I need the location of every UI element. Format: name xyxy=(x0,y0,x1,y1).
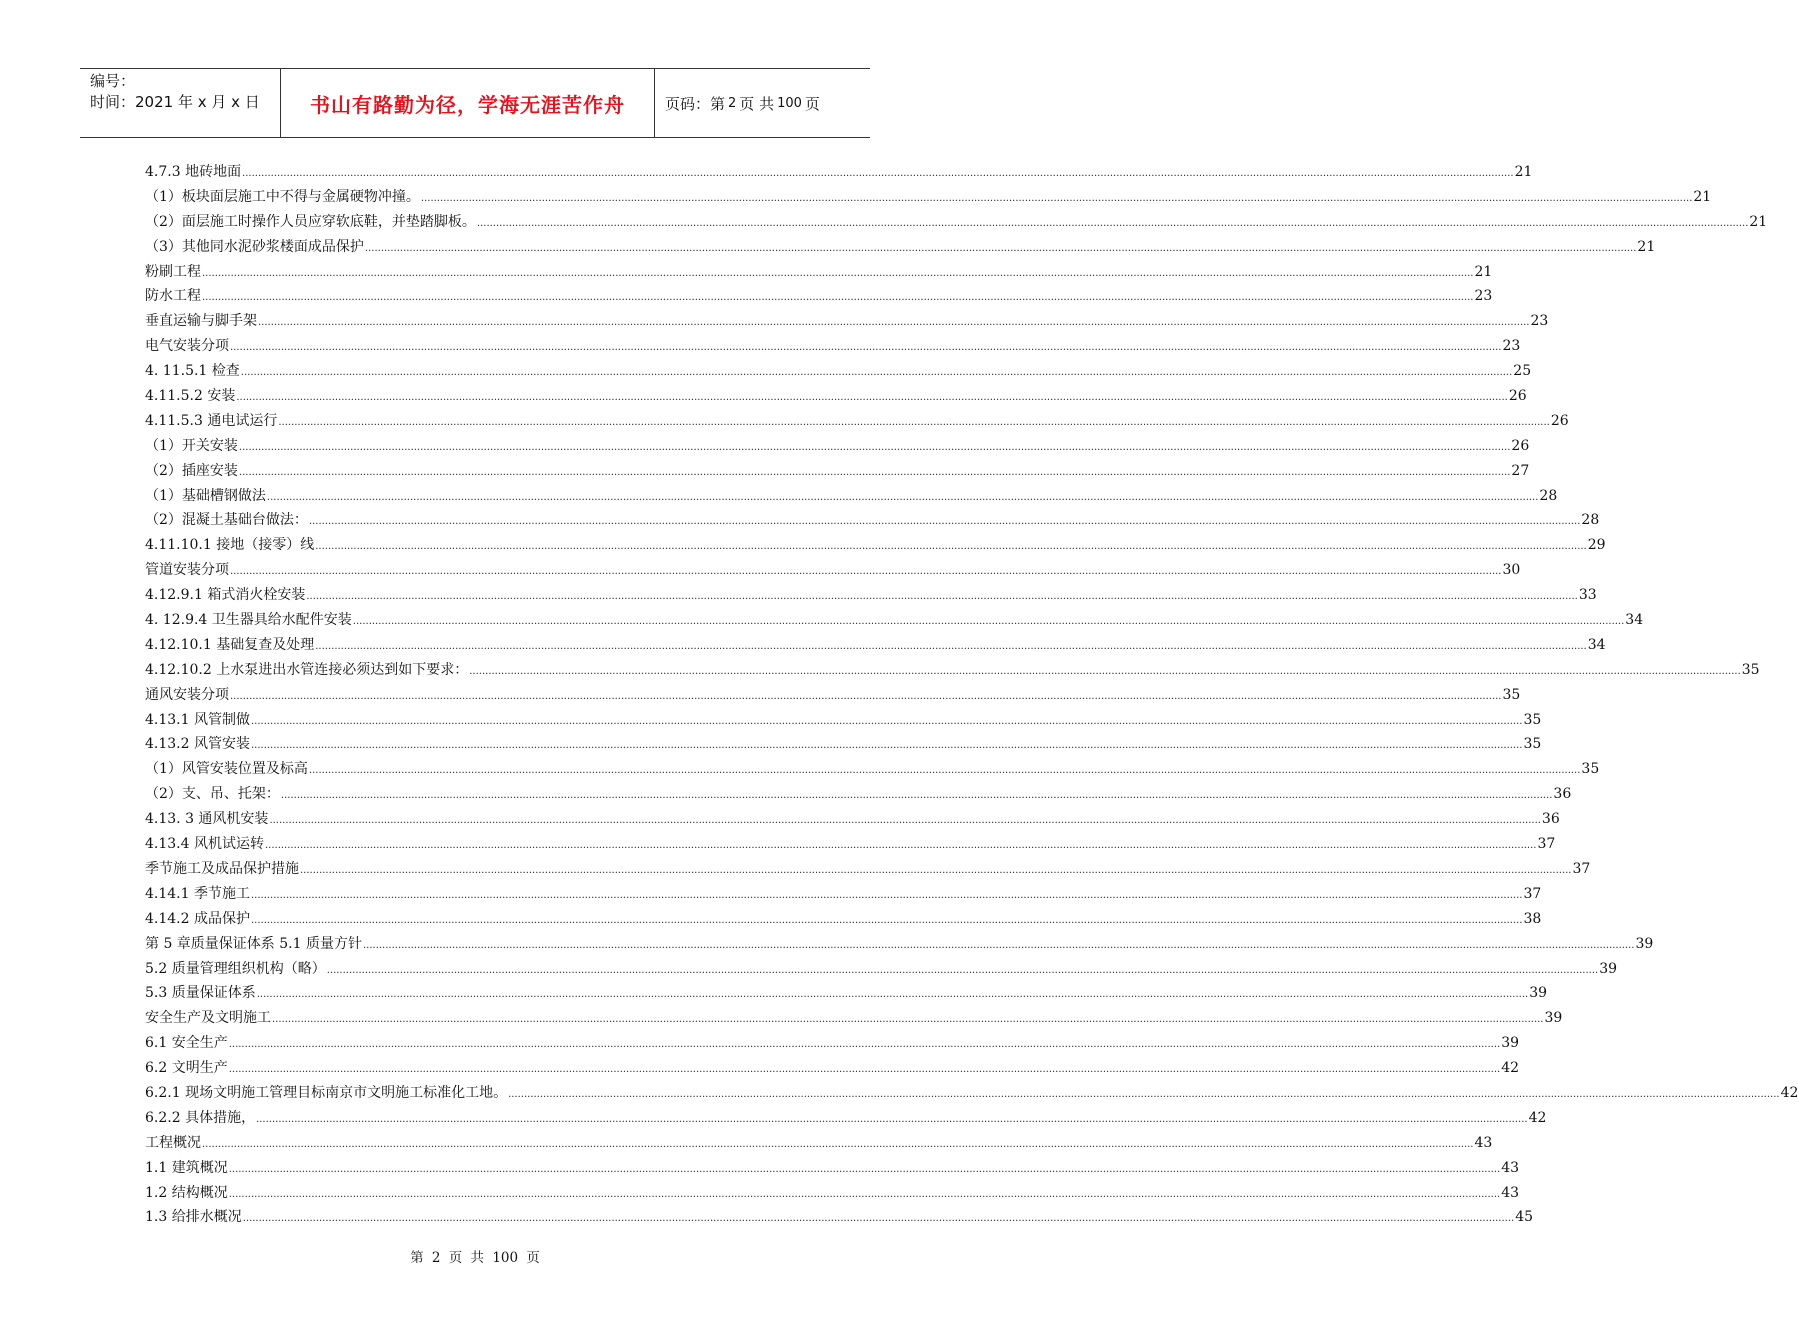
toc-entry-page: 43 xyxy=(1501,1159,1520,1176)
code-label: 编号： xyxy=(90,72,136,90)
toc-dot-leader: ................................................................................................................................................................................................................................................................................................................................................................................................................ xyxy=(306,591,1578,603)
toc-dot-leader: ................................................................................................................................................................................................................................................................................................................................................................................................................ xyxy=(278,416,1550,428)
toc-dot-leader: ................................................................................................................................................................................................................................................................................................................................................................................................................ xyxy=(250,914,1523,926)
toc-entry-title: 1.3 给排水概况 xyxy=(145,1209,242,1226)
toc-entry-title: 安全生产及文明施工 xyxy=(145,1010,271,1027)
toc-entry-page: 26 xyxy=(1511,437,1530,454)
toc-dot-leader: ................................................................................................................................................................................................................................................................................................................................................................................................................ xyxy=(280,790,1553,802)
toc-entry[interactable] xyxy=(145,160,1533,185)
toc-entry-title: 4.11.5.3 通电试运行 xyxy=(145,412,278,429)
toc-entry-page: 30 xyxy=(1502,562,1521,579)
toc-entry-title: 1.1 建筑概况 xyxy=(145,1159,228,1176)
toc-entry-page: 35 xyxy=(1523,736,1542,753)
toc-entry-page: 36 xyxy=(1541,811,1560,828)
toc-entry-page: 23 xyxy=(1530,313,1549,330)
toc-entry-page: 21 xyxy=(1514,164,1533,180)
toc-entry-page: 29 xyxy=(1587,537,1606,554)
toc-entry-page: 21 xyxy=(1693,188,1712,205)
header-page-info xyxy=(655,69,870,137)
toc-dot-leader: ................................................................................................................................................................................................................................................................................................................................................................................................................ xyxy=(238,466,1511,478)
toc-entry[interactable] xyxy=(145,957,1618,982)
toc-entry-title: 4.13.4 风机试运转 xyxy=(145,836,264,853)
toc-entry[interactable] xyxy=(145,832,1556,857)
toc-entry-title: （2）插座安装 xyxy=(145,462,238,479)
toc-dot-leader: ................................................................................................................................................................................................................................................................................................................................................................................................................ xyxy=(230,566,1502,578)
toc-entry[interactable] xyxy=(145,1081,1798,1106)
toc-entry-title: （1）板块面层施工中不得与金属硬物冲撞。 xyxy=(145,188,420,205)
toc-entry-page: 23 xyxy=(1502,338,1521,355)
toc-dot-leader: ................................................................................................................................................................................................................................................................................................................................................................................................................ xyxy=(315,541,1587,553)
toc-entry-page: 33 xyxy=(1578,587,1597,604)
toc-entry-title: 6.2.1 现场文明施工管理目标南京市文明施工标准化工地。 xyxy=(145,1084,508,1101)
toc-dot-leader: ................................................................................................................................................................................................................................................................................................................................................................................................................ xyxy=(266,491,1539,503)
toc-dot-leader: ................................................................................................................................................................................................................................................................................................................................................................................................................ xyxy=(250,889,1523,901)
toc-entry[interactable] xyxy=(145,235,1656,260)
toc-dot-leader: ................................................................................................................................................................................................................................................................................................................................................................................................................ xyxy=(228,1039,1501,1051)
toc-entry-title: 防水工程 xyxy=(145,288,201,305)
toc-entry[interactable] xyxy=(145,260,1493,285)
page-header xyxy=(80,68,870,138)
toc-entry-title: 垂直运输与脚手架 xyxy=(145,313,257,330)
toc-entry-page: 21 xyxy=(1637,238,1656,255)
toc-entry-page: 39 xyxy=(1529,985,1548,1002)
header-meta xyxy=(80,69,281,137)
header-motto: 书山有路勤为径，学海无涯苦作舟 xyxy=(281,69,655,137)
toc-entry-title: 第 5 章质量保证体系 5.1 质量方针 xyxy=(145,935,362,952)
toc-entry-page: 28 xyxy=(1539,487,1558,504)
toc-entry-title: 管道安装分项 xyxy=(145,562,229,579)
toc-entry[interactable] xyxy=(145,882,1542,907)
toc-entry[interactable] xyxy=(145,284,1493,309)
toc-entry[interactable] xyxy=(145,533,1606,558)
toc-entry-page: 43 xyxy=(1501,1184,1520,1201)
toc-entry-title: 粉刷工程 xyxy=(145,263,201,280)
toc-entry[interactable] xyxy=(145,857,1591,882)
toc-entry-title: 6.1 安全生产 xyxy=(145,1035,228,1052)
toc-entry[interactable] xyxy=(145,608,1644,633)
toc-entry[interactable] xyxy=(145,384,1527,409)
toc-entry-title: 电气安装分项 xyxy=(145,338,229,355)
toc-entry-page: 39 xyxy=(1544,1010,1563,1027)
toc-entry[interactable] xyxy=(145,782,1572,807)
toc-dot-leader: ................................................................................................................................................................................................................................................................................................................................................................................................................ xyxy=(508,1088,1780,1100)
toc-dot-leader: ................................................................................................................................................................................................................................................................................................................................................................................................................ xyxy=(469,665,1741,677)
toc-entry[interactable] xyxy=(145,683,1521,708)
toc-entry[interactable] xyxy=(145,1205,1534,1230)
toc-entry[interactable] xyxy=(145,210,1768,235)
table-of-contents xyxy=(145,160,1798,1230)
toc-entry-title: 4. 11.5.1 检查 xyxy=(145,363,240,380)
toc-entry[interactable] xyxy=(145,434,1530,459)
toc-entry-page: 35 xyxy=(1523,711,1542,728)
toc-entry-page: 36 xyxy=(1553,786,1572,803)
toc-entry-page: 45 xyxy=(1515,1209,1534,1226)
toc-entry-page: 34 xyxy=(1587,636,1606,653)
toc-entry[interactable] xyxy=(145,1156,1520,1181)
toc-entry[interactable] xyxy=(145,185,1712,210)
toc-entry-page: 27 xyxy=(1511,462,1530,479)
toc-entry-page: 42 xyxy=(1528,1109,1547,1126)
toc-entry[interactable] xyxy=(145,359,1532,384)
toc-entry-page: 21 xyxy=(1749,213,1768,230)
toc-entry-title: 4.14.1 季节施工 xyxy=(145,885,250,902)
toc-entry-page: 34 xyxy=(1625,612,1644,629)
toc-entry[interactable] xyxy=(145,807,1560,832)
toc-entry-title: 4.11.5.2 安装 xyxy=(145,388,236,405)
toc-entry[interactable] xyxy=(145,309,1549,334)
toc-entry-page: 35 xyxy=(1741,661,1760,678)
toc-entry-page: 39 xyxy=(1501,1035,1520,1052)
toc-entry-page: 38 xyxy=(1523,910,1542,927)
toc-entry-title: 4.12.9.1 箱式消火栓安装 xyxy=(145,587,306,604)
page-number: 2 xyxy=(728,95,737,111)
toc-entry-page: 23 xyxy=(1474,288,1493,305)
toc-entry-page: 39 xyxy=(1599,960,1618,977)
toc-entry[interactable] xyxy=(145,459,1530,484)
toc-entry-page: 37 xyxy=(1572,860,1591,877)
toc-entry-page: 28 xyxy=(1581,512,1600,529)
toc-entry-page: 25 xyxy=(1513,363,1532,380)
toc-entry-title: （3）其他同水泥砂浆楼面成品保护 xyxy=(145,238,364,255)
toc-entry-title: 通风安装分项 xyxy=(145,686,229,703)
toc-entry-title: 4.13. 3 通风机安装 xyxy=(145,811,269,828)
toc-dot-leader: ................................................................................................................................................................................................................................................................................................................................................................................................................ xyxy=(258,317,1530,329)
toc-dot-leader: ................................................................................................................................................................................................................................................................................................................................................................................................................ xyxy=(242,1213,1515,1225)
toc-dot-leader: ................................................................................................................................................................................................................................................................................................................................................................................................................ xyxy=(238,441,1511,453)
toc-dot-leader: ................................................................................................................................................................................................................................................................................................................................................................................................................ xyxy=(315,640,1587,652)
toc-entry-title: 1.2 结构概况 xyxy=(145,1184,228,1201)
time-label: 时间：2021 年 x 月 x 日 xyxy=(90,93,260,111)
toc-dot-leader: ................................................................................................................................................................................................................................................................................................................................................................................................................ xyxy=(269,815,1541,827)
toc-dot-leader: ................................................................................................................................................................................................................................................................................................................................................................................................................ xyxy=(228,1163,1501,1175)
toc-dot-leader: ................................................................................................................................................................................................................................................................................................................................................................................................................ xyxy=(228,1064,1501,1076)
toc-entry-page: 35 xyxy=(1502,686,1521,703)
toc-entry-title: 6.2 文明生产 xyxy=(145,1060,228,1077)
toc-dot-leader: ................................................................................................................................................................................................................................................................................................................................................................................................................ xyxy=(308,516,1581,528)
toc-entry-page: 39 xyxy=(1635,935,1654,952)
toc-entry-title: 工程概况 xyxy=(145,1134,201,1151)
toc-dot-leader: ................................................................................................................................................................................................................................................................................................................................................................................................................ xyxy=(326,964,1599,976)
toc-dot-leader: ................................................................................................................................................................................................................................................................................................................................................................................................................ xyxy=(236,392,1508,404)
toc-entry[interactable] xyxy=(145,484,1558,509)
toc-entry-page: 37 xyxy=(1537,836,1556,853)
toc-entry-title: （1）基础槽钢做法 xyxy=(145,487,266,504)
page-footer: 第 2 页 共 100 页 xyxy=(410,1250,540,1266)
toc-dot-leader: ................................................................................................................................................................................................................................................................................................................................................................................................................ xyxy=(352,616,1625,628)
toc-entry-title: （2）支、吊、托架： xyxy=(145,786,280,803)
toc-entry-page: 43 xyxy=(1474,1134,1493,1151)
toc-dot-leader: ................................................................................................................................................................................................................................................................................................................................................................................................................ xyxy=(202,267,1474,279)
toc-dot-leader: ................................................................................................................................................................................................................................................................................................................................................................................................................ xyxy=(228,1188,1501,1200)
toc-dot-leader: ................................................................................................................................................................................................................................................................................................................................................................................................................ xyxy=(242,168,1514,179)
toc-entry[interactable] xyxy=(145,633,1606,658)
toc-entry[interactable] xyxy=(145,1006,1563,1031)
toc-entry[interactable] xyxy=(145,732,1542,757)
toc-entry[interactable] xyxy=(145,757,1600,782)
toc-entry[interactable] xyxy=(145,1131,1493,1156)
toc-dot-leader: ................................................................................................................................................................................................................................................................................................................................................................................................................ xyxy=(240,367,1513,379)
toc-entry-title: 4.11.10.1 接地（接零）线 xyxy=(145,537,315,554)
toc-dot-leader: ................................................................................................................................................................................................................................................................................................................................................................................................................ xyxy=(230,690,1502,702)
page-suffix: 页 xyxy=(804,94,820,113)
toc-dot-leader: ................................................................................................................................................................................................................................................................................................................................................................................................................ xyxy=(250,715,1523,727)
toc-entry-page: 26 xyxy=(1508,388,1527,405)
toc-entry-title: 5.2 质量管理组织机构（略） xyxy=(145,960,326,977)
toc-entry-title: 4.13.1 风管制做 xyxy=(145,711,250,728)
toc-entry[interactable] xyxy=(145,907,1542,932)
toc-entry[interactable] xyxy=(145,1181,1520,1206)
toc-entry[interactable] xyxy=(145,981,1548,1006)
toc-entry[interactable] xyxy=(145,508,1600,533)
toc-entry[interactable] xyxy=(145,1031,1520,1056)
toc-entry-title: 4.13.2 风管安装 xyxy=(145,736,250,753)
toc-entry-page: 26 xyxy=(1550,412,1569,429)
toc-entry[interactable] xyxy=(145,932,1654,957)
toc-entry-title: 季节施工及成品保护措施 xyxy=(145,860,299,877)
toc-entry-page: 35 xyxy=(1581,761,1600,778)
toc-dot-leader: ................................................................................................................................................................................................................................................................................................................................................................................................................ xyxy=(250,740,1523,752)
toc-entry[interactable] xyxy=(145,708,1542,733)
toc-dot-leader: ................................................................................................................................................................................................................................................................................................................................................................................................................ xyxy=(202,1138,1474,1150)
toc-dot-leader: ................................................................................................................................................................................................................................................................................................................................................................................................................ xyxy=(364,242,1637,254)
toc-dot-leader: ................................................................................................................................................................................................................................................................................................................................................................................................................ xyxy=(308,765,1581,777)
toc-entry-title: 5.3 质量保证体系 xyxy=(145,985,256,1002)
toc-entry[interactable] xyxy=(145,583,1597,608)
toc-entry-title: （1）开关安装 xyxy=(145,437,238,454)
page-mid: 页 共 xyxy=(739,94,775,113)
page-total: 100 xyxy=(777,95,802,111)
toc-entry[interactable] xyxy=(145,1056,1520,1081)
page-prefix: 页码：第 xyxy=(665,94,726,113)
toc-dot-leader: ................................................................................................................................................................................................................................................................................................................................................................................................................ xyxy=(256,1113,1528,1125)
toc-entry[interactable] xyxy=(145,658,1760,683)
toc-dot-leader: ................................................................................................................................................................................................................................................................................................................................................................................................................ xyxy=(300,864,1572,876)
toc-entry[interactable] xyxy=(145,409,1569,434)
toc-entry-title: 4.12.10.2 上水泵进出水管连接必须达到如下要求： xyxy=(145,661,469,678)
toc-entry-title: （2）面层施工时操作人员应穿软底鞋，并垫踏脚板。 xyxy=(145,213,476,230)
toc-dot-leader: ................................................................................................................................................................................................................................................................................................................................................................................................................ xyxy=(272,1014,1544,1026)
toc-entry-title: （2）混凝土基础台做法： xyxy=(145,512,308,529)
toc-dot-leader: ................................................................................................................................................................................................................................................................................................................................................................................................................ xyxy=(256,989,1529,1001)
toc-entry[interactable] xyxy=(145,1106,1547,1131)
toc-entry-title: 6.2.2 具体措施， xyxy=(145,1109,256,1126)
toc-entry[interactable] xyxy=(145,334,1521,359)
toc-entry-title: 4.14.2 成品保护 xyxy=(145,910,250,927)
toc-dot-leader: ................................................................................................................................................................................................................................................................................................................................................................................................................ xyxy=(476,217,1749,229)
toc-entry-page: 42 xyxy=(1780,1084,1798,1101)
toc-entry-page: 37 xyxy=(1523,885,1542,902)
toc-entry-title: （1）风管安装位置及标高 xyxy=(145,761,308,778)
toc-entry-page: 21 xyxy=(1474,263,1493,280)
toc-entry-title: 4.7.3 地砖地面 xyxy=(145,164,242,180)
toc-entry[interactable] xyxy=(145,558,1521,583)
toc-dot-leader: ................................................................................................................................................................................................................................................................................................................................................................................................................ xyxy=(420,192,1693,204)
toc-dot-leader: ................................................................................................................................................................................................................................................................................................................................................................................................................ xyxy=(362,939,1635,951)
toc-entry-title: 4.12.10.1 基础复查及处理 xyxy=(145,636,315,653)
toc-dot-leader: ................................................................................................................................................................................................................................................................................................................................................................................................................ xyxy=(230,342,1502,354)
toc-entry-page: 42 xyxy=(1501,1060,1520,1077)
toc-dot-leader: ................................................................................................................................................................................................................................................................................................................................................................................................................ xyxy=(264,840,1537,852)
toc-entry-title: 4. 12.9.4 卫生器具给水配件安装 xyxy=(145,612,352,629)
toc-dot-leader: ................................................................................................................................................................................................................................................................................................................................................................................................................ xyxy=(202,292,1474,304)
